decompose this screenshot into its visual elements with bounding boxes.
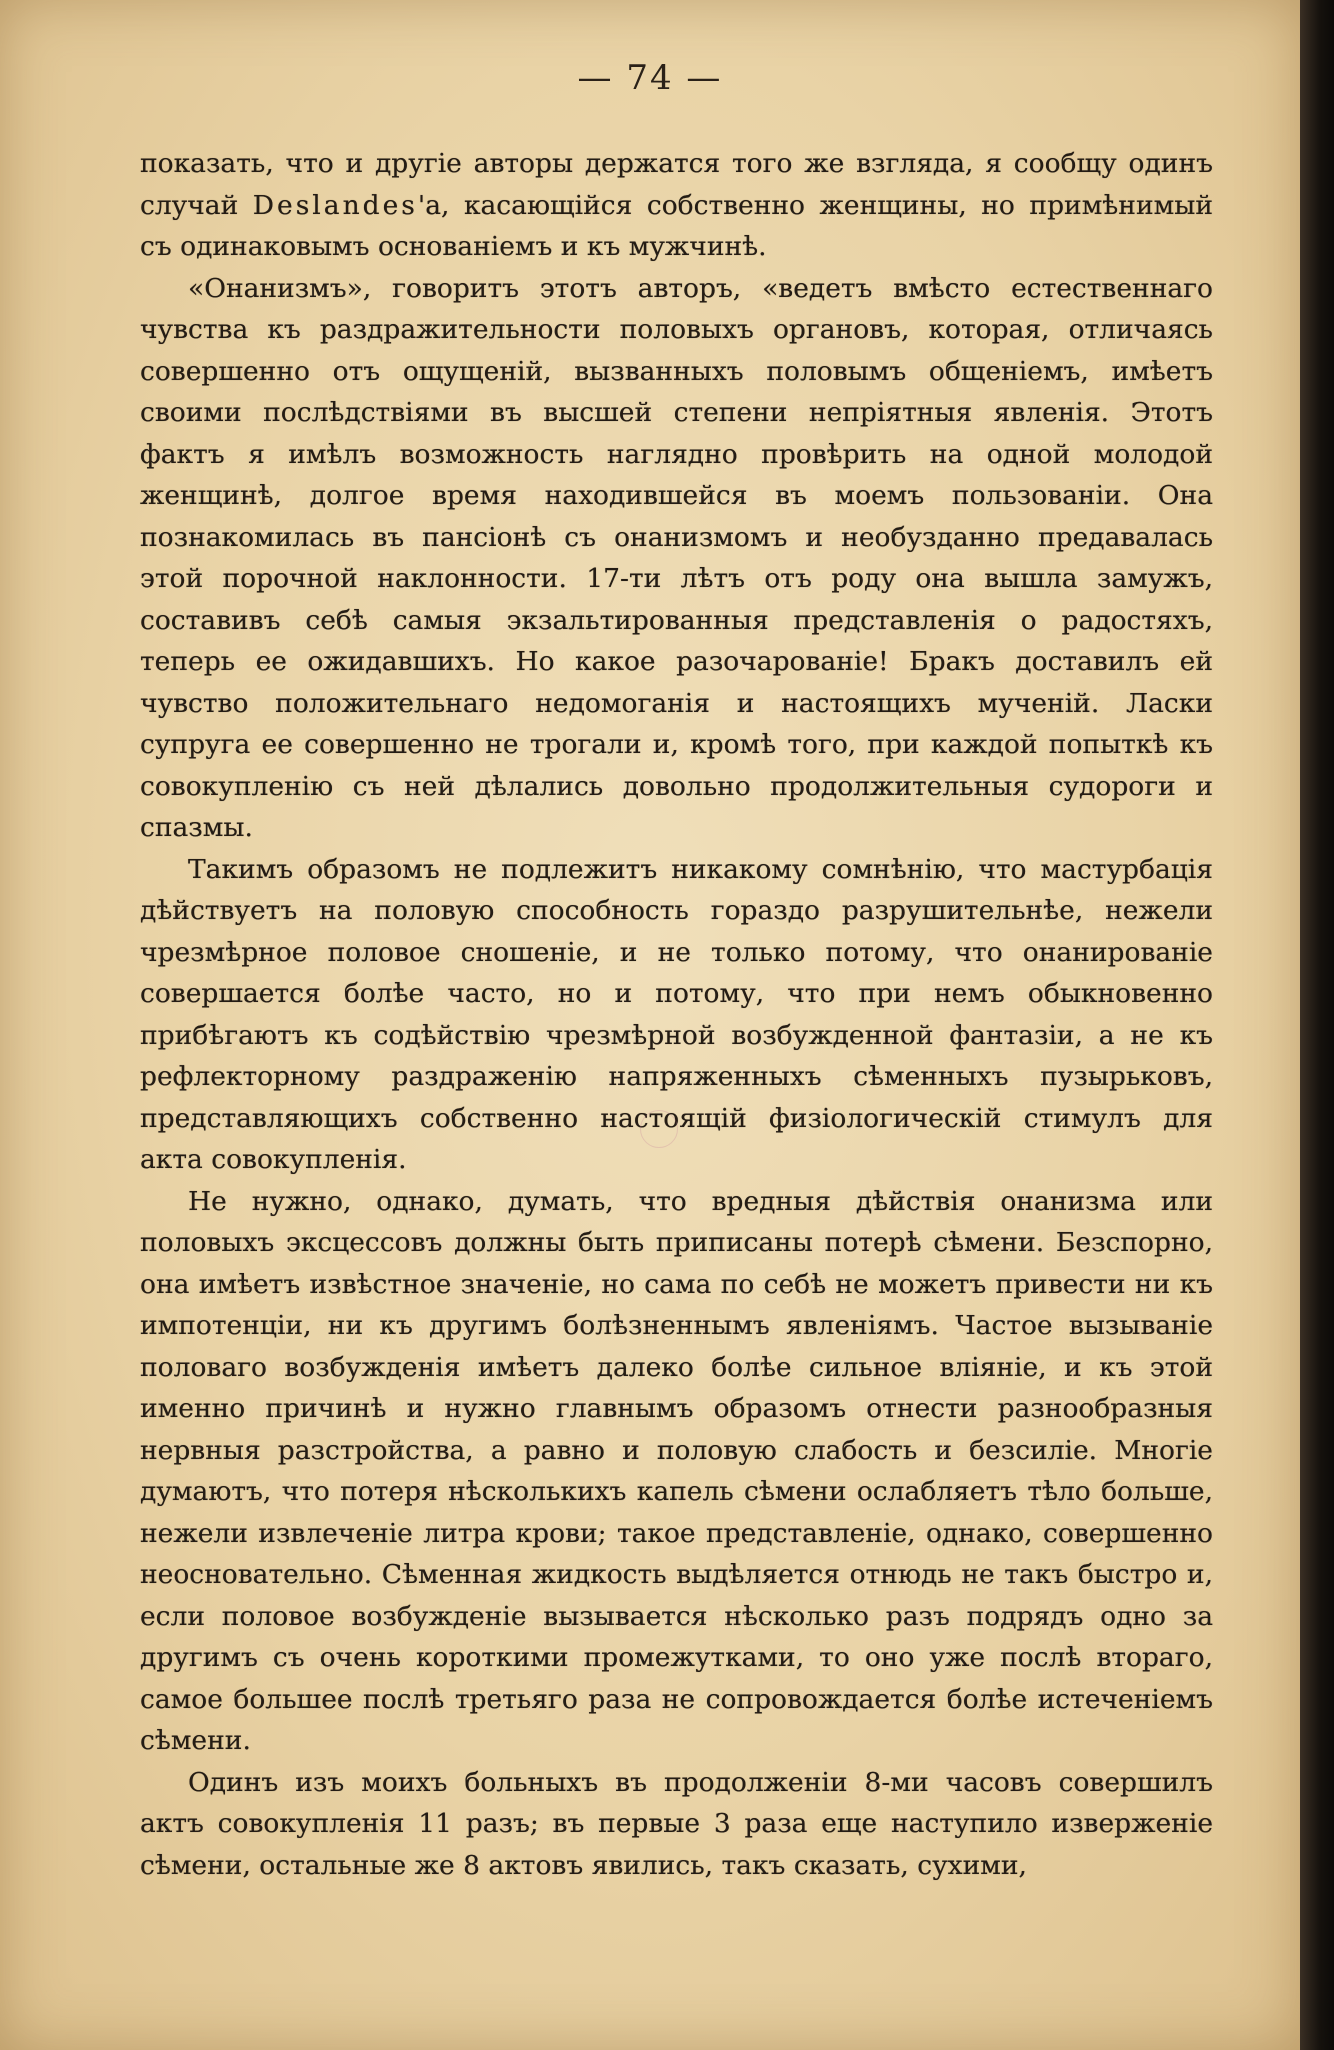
paragraph-1-text-b: 'а, касающійся собственно женщины, но примѣнимый съ одинаковымъ основаніемъ и къ мужчинѣ. (140, 189, 1213, 262)
paragraph-2: «Онанизмъ», говоритъ этотъ авторъ, «ведетъ вмѣсто естественнаго чувства къ раздражительности половыхъ органовъ, которая, отличаясь совершенно отъ ощущеній, вызванныхъ половымъ общеніемъ, имѣетъ своими послѣдствіями въ высшей степени непріятныя явленія. Этотъ фактъ я имѣлъ возможность наглядно провѣрить на одной молодой женщинѣ, долгое время находившейся въ моемъ пользованіи. Она познакомилась въ пансіонѣ съ онанизмомъ и необузданно предавалась этой порочной наклонности. 17-ти лѣтъ отъ роду она вышла замужъ, составивъ себѣ самыя экзальтированныя представленія о радостяхъ, теперь ее ожидавшихъ. Но какое разочарованіе! Бракъ доставилъ ей чувство положительнаго недомоганія и настоящихъ мученій. Ласки супруга ее совершенно не трогали и, кромѣ того, при каждой попыткѣ къ совокупленію съ ней дѣлались довольно продолжительныя судороги и спазмы. (140, 272, 1213, 843)
page-number: — 74 — (577, 58, 723, 98)
paragraph-1-text-a: показать, что и другіе авторы держатся того же взгляда, я сообщу одинъ случай (140, 148, 1213, 221)
text-body (140, 143, 1213, 1886)
paragraph-3: Такимъ образомъ не подлежитъ никакому сомнѣнію, что мастурбація дѣйствуетъ на половую способность гораздо разрушительнѣе, нежели чрезмѣрное половое сношеніе, и не только потому, что онанированіе совершается болѣе часто, но и потому, что при немъ обыкновенно прибѣгаютъ къ содѣйствію чрезмѣрной возбужденной фантазіи, а не къ рефлекторному раздраженію напряженныхъ сѣменныхъ пузырьковъ, представляющихъ собственно настоящій физіологическій стимулъ для акта совокупленія. (140, 853, 1213, 1175)
paragraph-4: Не нужно, однако, думать, что вредныя дѣйствія онанизма или половыхъ эксцессовъ должны быть приписаны потерѣ сѣмени. Безспорно, она имѣетъ извѣстное значеніе, но сама по себѣ не можетъ привести ни къ импотенціи, ни къ другимъ болѣзненнымъ явленіямъ. Частое вызываніе половаго возбужденія имѣетъ далеко болѣе сильное вліяніе, и къ этой именно причинѣ и нужно главнымъ образомъ отнести разнообразныя нервныя разстройства, а равно и половую слабость и безсиліе. Многіе думаютъ, что потеря нѣсколькихъ капель сѣмени ослабляетъ тѣло больше, нежели извлеченіе литра крови; такое представленіе, однако, совершенно неосновательно. Сѣменная жидкость выдѣляется отнюдь не такъ быстро и, если половое возбужденіе вызывается нѣсколько разъ подрядъ одно за другимъ съ очень короткими промежутками, то оно уже послѣ втораго, самое большее послѣ третьяго раза не сопровождается болѣе истеченіемъ сѣмени. (140, 1185, 1213, 1756)
paragraph-5: Одинъ изъ моихъ больныхъ въ продолженіи 8-ми часовъ совершилъ актъ совокупленія 11 разъ; въ первые 3 раза еще наступило изверженіе сѣмени, остальные же 8 актовъ явились, такъ сказать, сухими, (140, 1766, 1213, 1881)
paragraph-1 (140, 143, 1213, 268)
book-binding-edge (1300, 0, 1334, 2050)
author-name: Deslandes (252, 189, 418, 221)
paper-stain (640, 1110, 678, 1148)
